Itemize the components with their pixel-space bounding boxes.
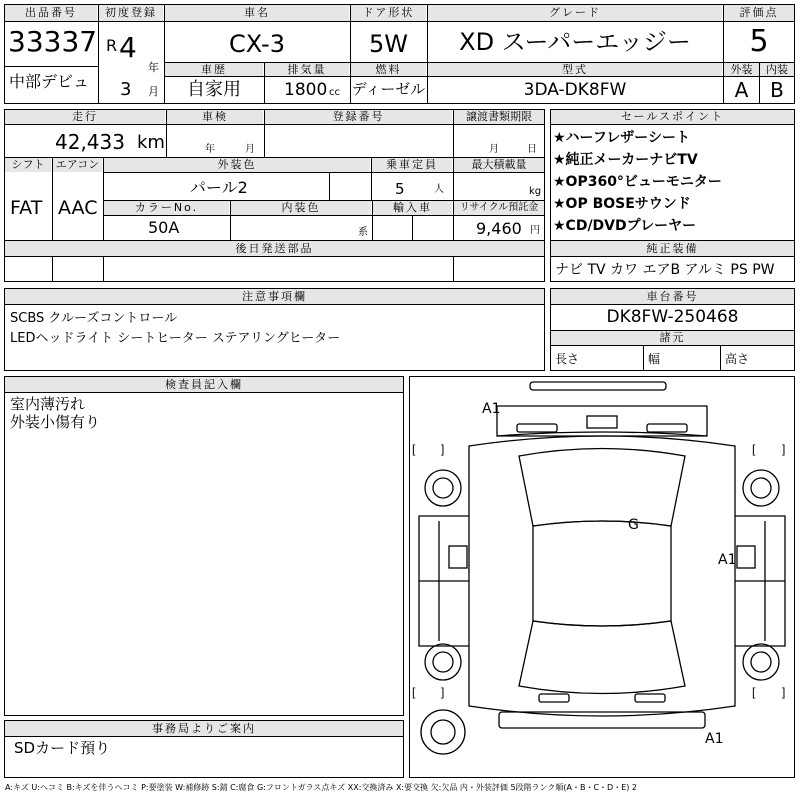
inspection-month-unit: 月 [245, 144, 255, 155]
first-reg-label: 初度登録 [99, 5, 163, 21]
interior-label: 内装 [760, 63, 794, 76]
notes-label: 注意事項欄 [5, 289, 544, 304]
damage-mark-rear: A1 [705, 731, 724, 747]
sales-point-1: ★ハーフレザーシート [553, 130, 691, 146]
grade-label: グレード [428, 5, 722, 21]
recycle-unit: 円 [530, 225, 540, 236]
capacity: 5 [395, 180, 405, 198]
displacement: 1800 [284, 80, 328, 100]
legend: A:キズ U:ヘコミ B:キズを伴うヘコミ P:要塗装 W:補修跡 S:錆 C:腐食 G:フロントガラス点キズ XX:交換済み X:要交換 欠:欠品 内・外装評価 5段階ランク順(A・B・C・D・E) 2 [5, 783, 638, 792]
grade: XD スーパーエッジー [459, 28, 691, 56]
transfer-day-unit: 日 [527, 144, 537, 155]
inspector-line-2: 外装小傷有り [10, 413, 101, 431]
office-note: SDカード預り [14, 739, 111, 757]
svg-text:[: [ [412, 442, 416, 456]
note-line-2: LEDヘッドライト シートヒーター ステアリングヒーター [10, 331, 341, 346]
chassis-number: DK8FW-250468 [606, 307, 739, 327]
svg-text:]: ] [441, 685, 445, 699]
height-label: 高さ [725, 352, 750, 366]
mileage-unit: km [137, 132, 165, 153]
fuel: ディーゼル [351, 80, 426, 98]
displacement-label: 排気量 [265, 63, 349, 76]
length-label: 長さ [555, 352, 580, 366]
history-label: 車歴 [165, 63, 263, 76]
mileage-label: 走行 [5, 110, 165, 124]
svg-text:]: ] [441, 442, 445, 456]
reg-month: 3 [120, 79, 132, 100]
inspector-line-1: 室内薄汚れ [10, 395, 86, 413]
int-color-label: 内装色 [231, 201, 371, 215]
sales-point-3: ★OP360°ビューモニター [553, 174, 722, 190]
capacity-label: 乗車定員 [372, 158, 452, 172]
sales-point-5: ★CD/DVDプレーヤー [553, 218, 697, 234]
transfer-month-unit: 月 [489, 144, 499, 155]
svg-text:[: [ [412, 685, 416, 699]
car-diagram [409, 376, 795, 778]
era: R [106, 36, 118, 55]
ext-color: パール2 [190, 178, 248, 197]
genuine-equipment: ナビ TV カワ エアB アルミ PS PW [555, 262, 775, 278]
import-label: 輸入車 [373, 201, 452, 215]
interior-grade: B [770, 78, 784, 102]
damage-mark-front: A1 [482, 401, 501, 417]
sales-point-4: ★OP BOSEサウンド [553, 196, 691, 212]
exterior-label: 外装 [724, 63, 759, 76]
reg-year: 4 [119, 31, 137, 64]
color-no: 50A [148, 218, 180, 237]
model-label: 型式 [428, 63, 722, 76]
ac: AAC [58, 197, 98, 219]
shift-label: シフト [5, 158, 51, 172]
dimensions-label: 諸元 [551, 331, 794, 345]
ac-label: エアコン [53, 158, 102, 172]
reg-year-unit: 年 [148, 61, 159, 74]
damage-mark-side: A1 [718, 552, 737, 568]
debut-label: 中部デビュ [9, 72, 90, 91]
lot-no-label: 出品番号 [5, 5, 97, 21]
note-line-1: SCBS クルーズコントロール [10, 311, 178, 326]
inspector-label: 検査員記入欄 [5, 377, 403, 392]
chassis-label: 車台番号 [551, 289, 794, 304]
damage-mark-windshield: G [628, 517, 639, 533]
model-code: 3DA-DK8FW [523, 80, 627, 100]
svg-text:]: ] [782, 442, 786, 456]
score: 5 [749, 24, 769, 59]
later-parts-label: 後日発送部品 [5, 241, 544, 256]
width-label: 幅 [648, 352, 661, 366]
svg-text:]: ] [782, 685, 786, 699]
displacement-unit: cc [329, 87, 340, 98]
mileage: 42,433 [55, 130, 125, 154]
transfer-label: 譲渡書類期限 [454, 110, 544, 124]
score-label: 評価点 [724, 5, 794, 21]
max-load-unit: kg [529, 186, 542, 197]
car-name: CX-3 [229, 30, 285, 58]
svg-text:[: [ [752, 442, 756, 456]
recycle-amount: 9,460 [476, 219, 522, 238]
fuel-label: 燃料 [351, 63, 426, 76]
door-type: 5W [369, 30, 408, 58]
sales-points-label: セールスポイント [551, 110, 794, 124]
genuine-label: 純正装備 [551, 241, 794, 256]
recycle-label: リサイクル預託金 [454, 201, 544, 215]
color-no-label: カラーNo. [104, 201, 229, 215]
capacity-unit: 人 [434, 184, 444, 195]
door-label: ドア形状 [351, 5, 426, 21]
int-color-unit: 系 [358, 227, 368, 238]
shift: FAT [10, 197, 43, 219]
car-name-label: 車名 [165, 5, 349, 21]
max-load-label: 最大積載量 [454, 158, 544, 172]
inspection-year-unit: 年 [205, 144, 215, 155]
inspection-label: 車検 [167, 110, 263, 124]
history: 自家用 [187, 79, 241, 100]
reg-month-unit: 月 [148, 85, 159, 98]
lot-number: 33337 [8, 25, 98, 58]
reg-no-label: 登録番号 [265, 110, 452, 124]
svg-text:[: [ [752, 685, 756, 699]
sales-point-2: ★純正メーカーナビTV [553, 152, 698, 168]
exterior-grade: A [734, 78, 749, 102]
ext-color-label: 外装色 [104, 158, 370, 172]
office-label: 事務局よりご案内 [5, 721, 403, 736]
